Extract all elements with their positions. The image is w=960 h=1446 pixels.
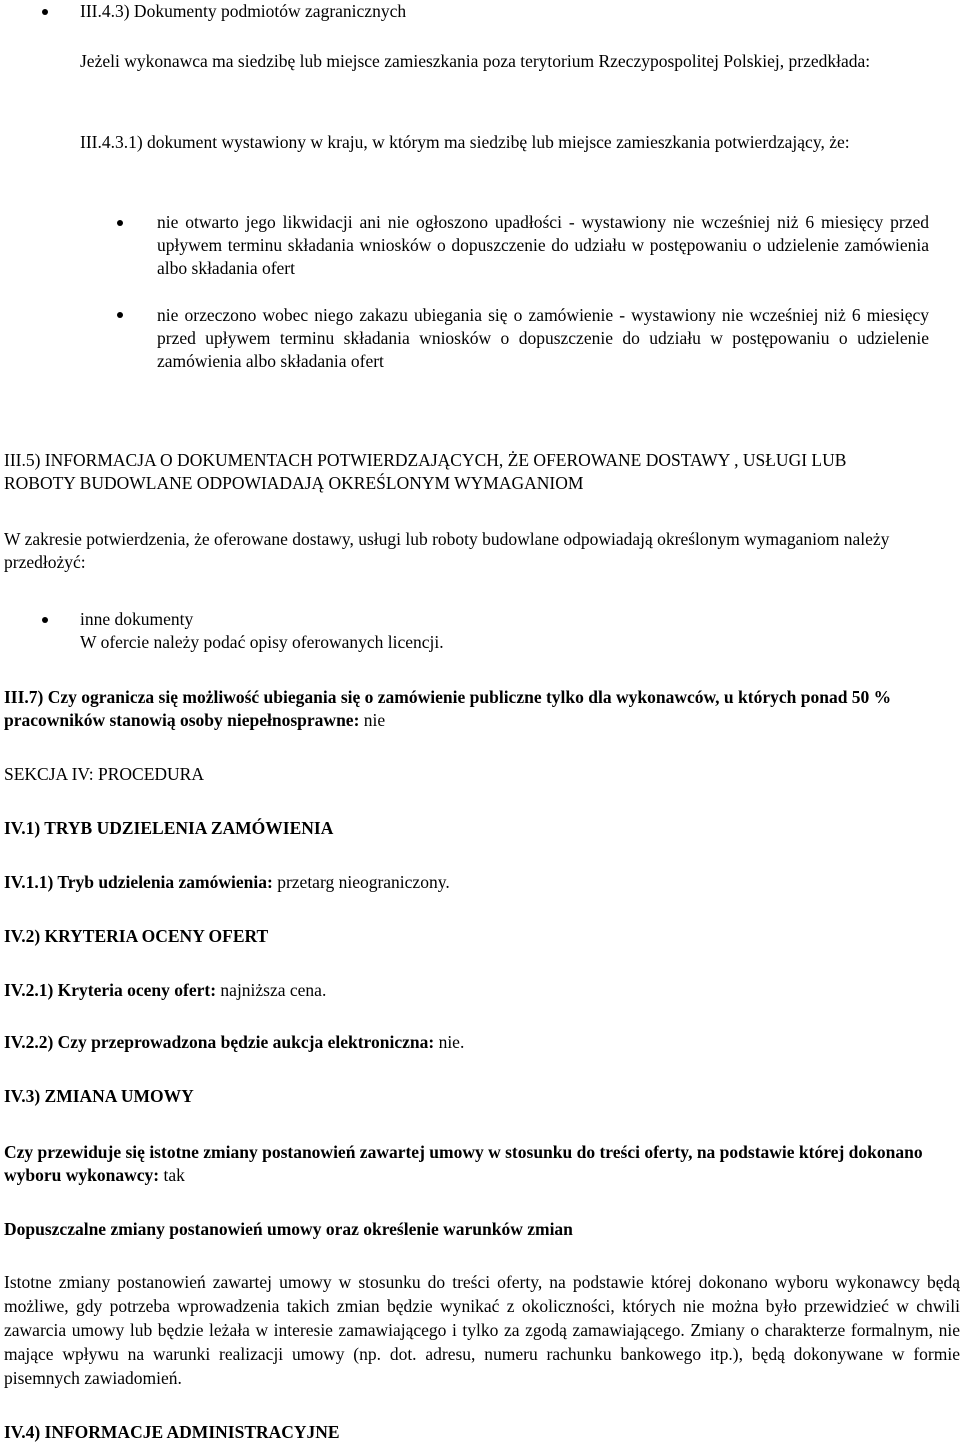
paragraph: Jeżeli wykonawca ma siedzibę lub miejsce zamieszkania poza terytorium Rzeczypospolitej Polskiej, przedkłada: xyxy=(80,51,871,71)
subsection-heading: III.4.3.1) dokument wystawiony w kraju, w którym ma siedzibę lub miejsce zamieszkania potwierdzający, że: xyxy=(80,132,850,152)
paragraph: Istotne zmiany postanowień zawartej umowy w stosunku do treści oferty, na podstawie której dokonano wyboru wykonawcy będą możliwe, gdy potrzeba wprowadzenia takich zmian będzie wynikać z okoliczności, których nie można było przewidzieć w chwili zawarcia umowy lub będzie leżała w interesie zamawiającego i tylko za zgodą zamawiającego. Zmiany o charakterze formalnym, nie mające wpływu na warunki realizacji umowy (np. dot. adresu, numeru rachunku bankowego itp.), będą dokonywane w formie pisemnych zawiadomień. xyxy=(4,1272,960,1388)
answer-value: nie xyxy=(359,710,386,730)
question-label: Czy przewiduje się istotne zmiany postanowień zawartej umowy w stosunku do treści oferty, na podstawie której dokonano wyboru wykonawcy: xyxy=(4,1142,923,1185)
question-label: III.7) Czy ogranicza się możliwość ubiegania się o zamówienie publiczne tylko dla wykonawców, u których ponad 50 % pracowników stanowią osoby niepełnosprawne: xyxy=(4,687,892,730)
bullet-icon xyxy=(117,312,123,318)
field-line xyxy=(4,871,450,894)
section-heading: III.5) INFORMACJA O DOKUMENTACH POTWIERDZAJĄCYCH, ŻE OFEROWANE DOSTAWY , USŁUGI LUB ROBOTY BUDOWLANE ODPOWIADAJĄ OKREŚLONYM WYMAGANIOM xyxy=(4,450,847,493)
bullet-icon xyxy=(117,220,123,226)
answer-value: tak xyxy=(159,1165,185,1185)
bullet-icon xyxy=(42,9,48,15)
list-item: nie otwarto jego likwidacji ani nie ogłoszono upadłości - wystawiony nie wcześniej niż 6 miesięcy przed upływem terminu składania wniosków o dopuszczenie do udziału w postępowaniu o udzielenie zamówienia albo składania ofert xyxy=(157,212,929,278)
field-value: przetarg nieograniczony. xyxy=(272,872,450,892)
list-item: nie orzeczono wobec niego zakazu ubiegania się o zamówienie - wystawiony nie wcześniej niż 6 miesięcy przed upływem terminu składania wniosków o dopuszczenie do udziału w postępowaniu o udzielenie zamówienia albo składania ofert xyxy=(157,305,929,371)
field-label: IV.2.1) Kryteria oceny ofert: xyxy=(4,980,217,1000)
field-value: najniższa cena. xyxy=(216,980,327,1000)
section-title: SEKCJA IV: PROCEDURA xyxy=(4,764,204,784)
field-line xyxy=(4,1031,464,1054)
subsection-heading: Dopuszczalne zmiany postanowień umowy oraz określenie warunków zmian xyxy=(4,1219,573,1239)
field-label: IV.1.1) Tryb udzielenia zamówienia: xyxy=(4,872,273,892)
list-item-text: W ofercie należy podać opisy oferowanych licencji. xyxy=(80,632,444,652)
section-heading: III.4.3) Dokumenty podmiotów zagranicznych xyxy=(80,1,407,21)
section-heading: IV.2) KRYTERIA OCENY OFERT xyxy=(4,926,269,946)
field-line xyxy=(4,979,326,1002)
paragraph: W zakresie potwierdzenia, że oferowane dostawy, usługi lub roboty budowlane odpowiadają określonym wymaganiom należy przedłożyć: xyxy=(4,529,890,572)
question-paragraph xyxy=(4,686,960,732)
list-item-title: inne dokumenty xyxy=(80,609,194,629)
question-paragraph xyxy=(4,1141,960,1187)
section-heading: IV.1) TRYB UDZIELENIA ZAMÓWIENIA xyxy=(4,818,334,838)
section-heading: IV.3) ZMIANA UMOWY xyxy=(4,1086,194,1106)
field-value: nie. xyxy=(434,1032,465,1052)
section-heading: IV.4) INFORMACJE ADMINISTRACYJNE xyxy=(4,1422,340,1442)
bullet-icon xyxy=(42,617,48,623)
field-label: IV.2.2) Czy przeprowadzona będzie aukcja elektroniczna: xyxy=(4,1032,435,1052)
